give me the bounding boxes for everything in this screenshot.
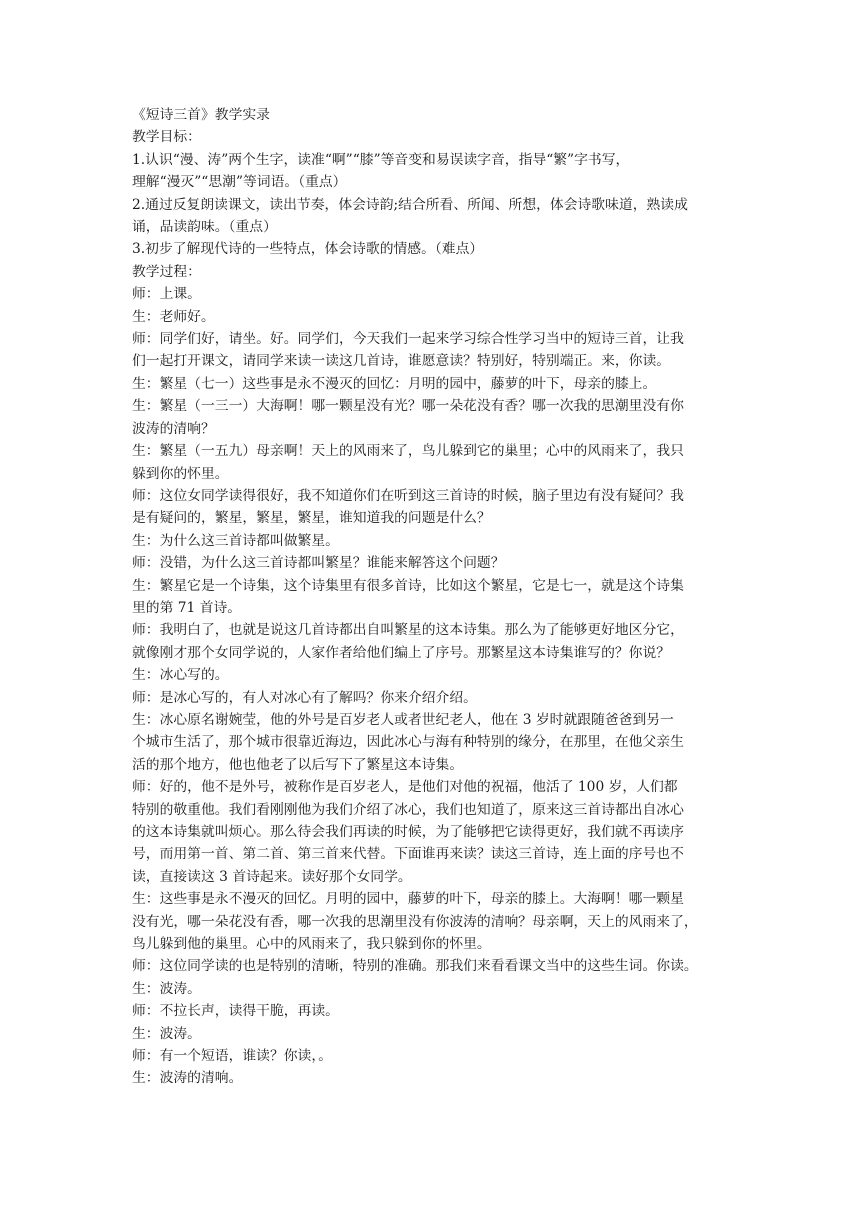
line: 读，直接读这 3 首诗起来。读好那个女同学。 [132,868,412,885]
line: 师：同学们好，请坐。好。同学们，今天我们一起来学习综合性学习当中的短诗三首，让我 [132,331,684,348]
line: 生：繁星（一三一）大海啊！哪一颗星没有光？哪一朵花没有香？哪一次我的思潮里没有你 [132,398,684,415]
line: 躲到你的怀里。 [132,465,229,482]
line: 生：繁星（七一）这些事是永不漫灭的回忆：月明的园中，藤萝的叶下，母亲的膝上。 [132,375,657,392]
line: 就像刚才那个女同学说的，人家作者给他们编上了序号。那繁星这本诗集谁写的？你说？ [132,644,671,661]
line: 生：波涛的清响。 [132,1070,243,1087]
line: 是有疑问的，繁星，繁星，繁星，谁知道我的问题是什么？ [132,510,491,527]
line: 师：不拉长声，读得干脆，再读。 [132,1003,339,1020]
line: 生：波涛。 [132,980,201,997]
line: 师：我明白了，也就是说这几首诗都出自叫繁星的这本诗集。那么为了能够更好地区分它， [132,622,684,639]
line: 个城市生活了，那个城市很靠近海边，因此冰心与海有种特别的缘分，在那里，在他父亲生 [132,734,684,751]
line: 生：繁星（一五九）母亲啊！天上的风雨来了，鸟儿躲到它的巢里；心中的风雨来了，我只 [132,443,684,460]
line: 理解“漫灭”“思潮”等词语。（重点） [132,174,347,191]
line: 的这本诗集就叫烦心。那么待会我们再读的时候，为了能够把它读得更好，我们就不再读序 [132,824,684,840]
line: 生：冰心原名谢婉莹，他的外号是百岁老人或者世纪老人，他在 3 岁时就跟随爸爸到另一 [132,711,674,728]
line: 师：是冰心写的，有人对冰心有了解吗？你来介绍介绍。 [132,689,477,706]
line: 诵，品读韵味。（重点） [132,219,277,236]
line: 师：有一个短语，谁读？你读，。 [132,1048,333,1065]
line: 特别的敬重他。我们看刚刚他为我们介绍了冰心，我们也知道了，原来这三首诗都出自冰心 [132,801,684,818]
line: 师：好的，他不是外号，被称作是百岁老人，是他们对他的祝福，他活了 100 岁，人们都 [132,779,678,796]
line: 师：没错，为什么这三首诗都叫繁星？谁能来解答这个问题？ [132,555,505,572]
line: 3.初步了解现代诗的一些特点，体会诗歌的情感。（难点） [132,241,484,258]
line: 生：冰心写的。 [132,667,229,684]
line: 师：这位女同学读得很好，我不知道你们在听到这三首诗的时候，脑子里边有没有疑问？我 [132,487,684,504]
line: 2.通过反复朗读课文，读出节奏，体会诗韵;结合所看、所闻、所想，体会诗歌味道，熟读成 [132,196,688,213]
line: 鸟儿躲到他的巢里。心中的风雨来了，我只躲到你的怀里。 [132,936,491,953]
line: 生：老师好。 [132,308,215,325]
line: 师：上课。 [132,286,201,303]
line: 活的那个地方，他也他老了以后写下了繁星这本诗集。 [132,756,464,773]
line: 没有光，哪一朵花没有香，哪一次我的思潮里没有你波涛的清响？母亲啊，天上的风雨来了， [132,913,698,930]
line: 师：这位同学读的也是特别的清晰，特别的准确。那我们来看看课文当中的这些生词。你读。 [132,958,698,975]
line: 生：繁星它是一个诗集，这个诗集里有很多首诗，比如这个繁星，它是七一，就是这个诗集 [132,577,684,594]
line: 波涛的清响？ [132,420,215,437]
line: 们一起打开课文，请同学来读一读这几首诗，谁愿意读？特别好，特别端正。来，你读。 [132,353,671,370]
document-body [132,126,732,1089]
line: 里的第 71 首诗。 [132,599,242,616]
line: 号，而用第一首、第二首、第三首来代替。下面谁再来读？读这三首诗，连上面的序号也不 [132,846,684,863]
line: 1.认识“漫、涛”两个生字，读准“啊”“膝”等音变和易误读字音，指导“繁”字书写， [132,151,630,168]
line: 生：为什么这三首诗都叫做繁星。 [132,532,339,549]
line: 生：波涛。 [132,1025,201,1042]
document-title: 《短诗三首》教学实录 [132,107,270,123]
document-page [132,104,732,1090]
line: 生：这些事是永不漫灭的回忆。月明的园中，藤萝的叶下，母亲的膝上。大海啊！哪一颗星 [132,891,684,908]
line: 教学目标： [132,129,201,146]
line: 教学过程： [132,263,201,280]
